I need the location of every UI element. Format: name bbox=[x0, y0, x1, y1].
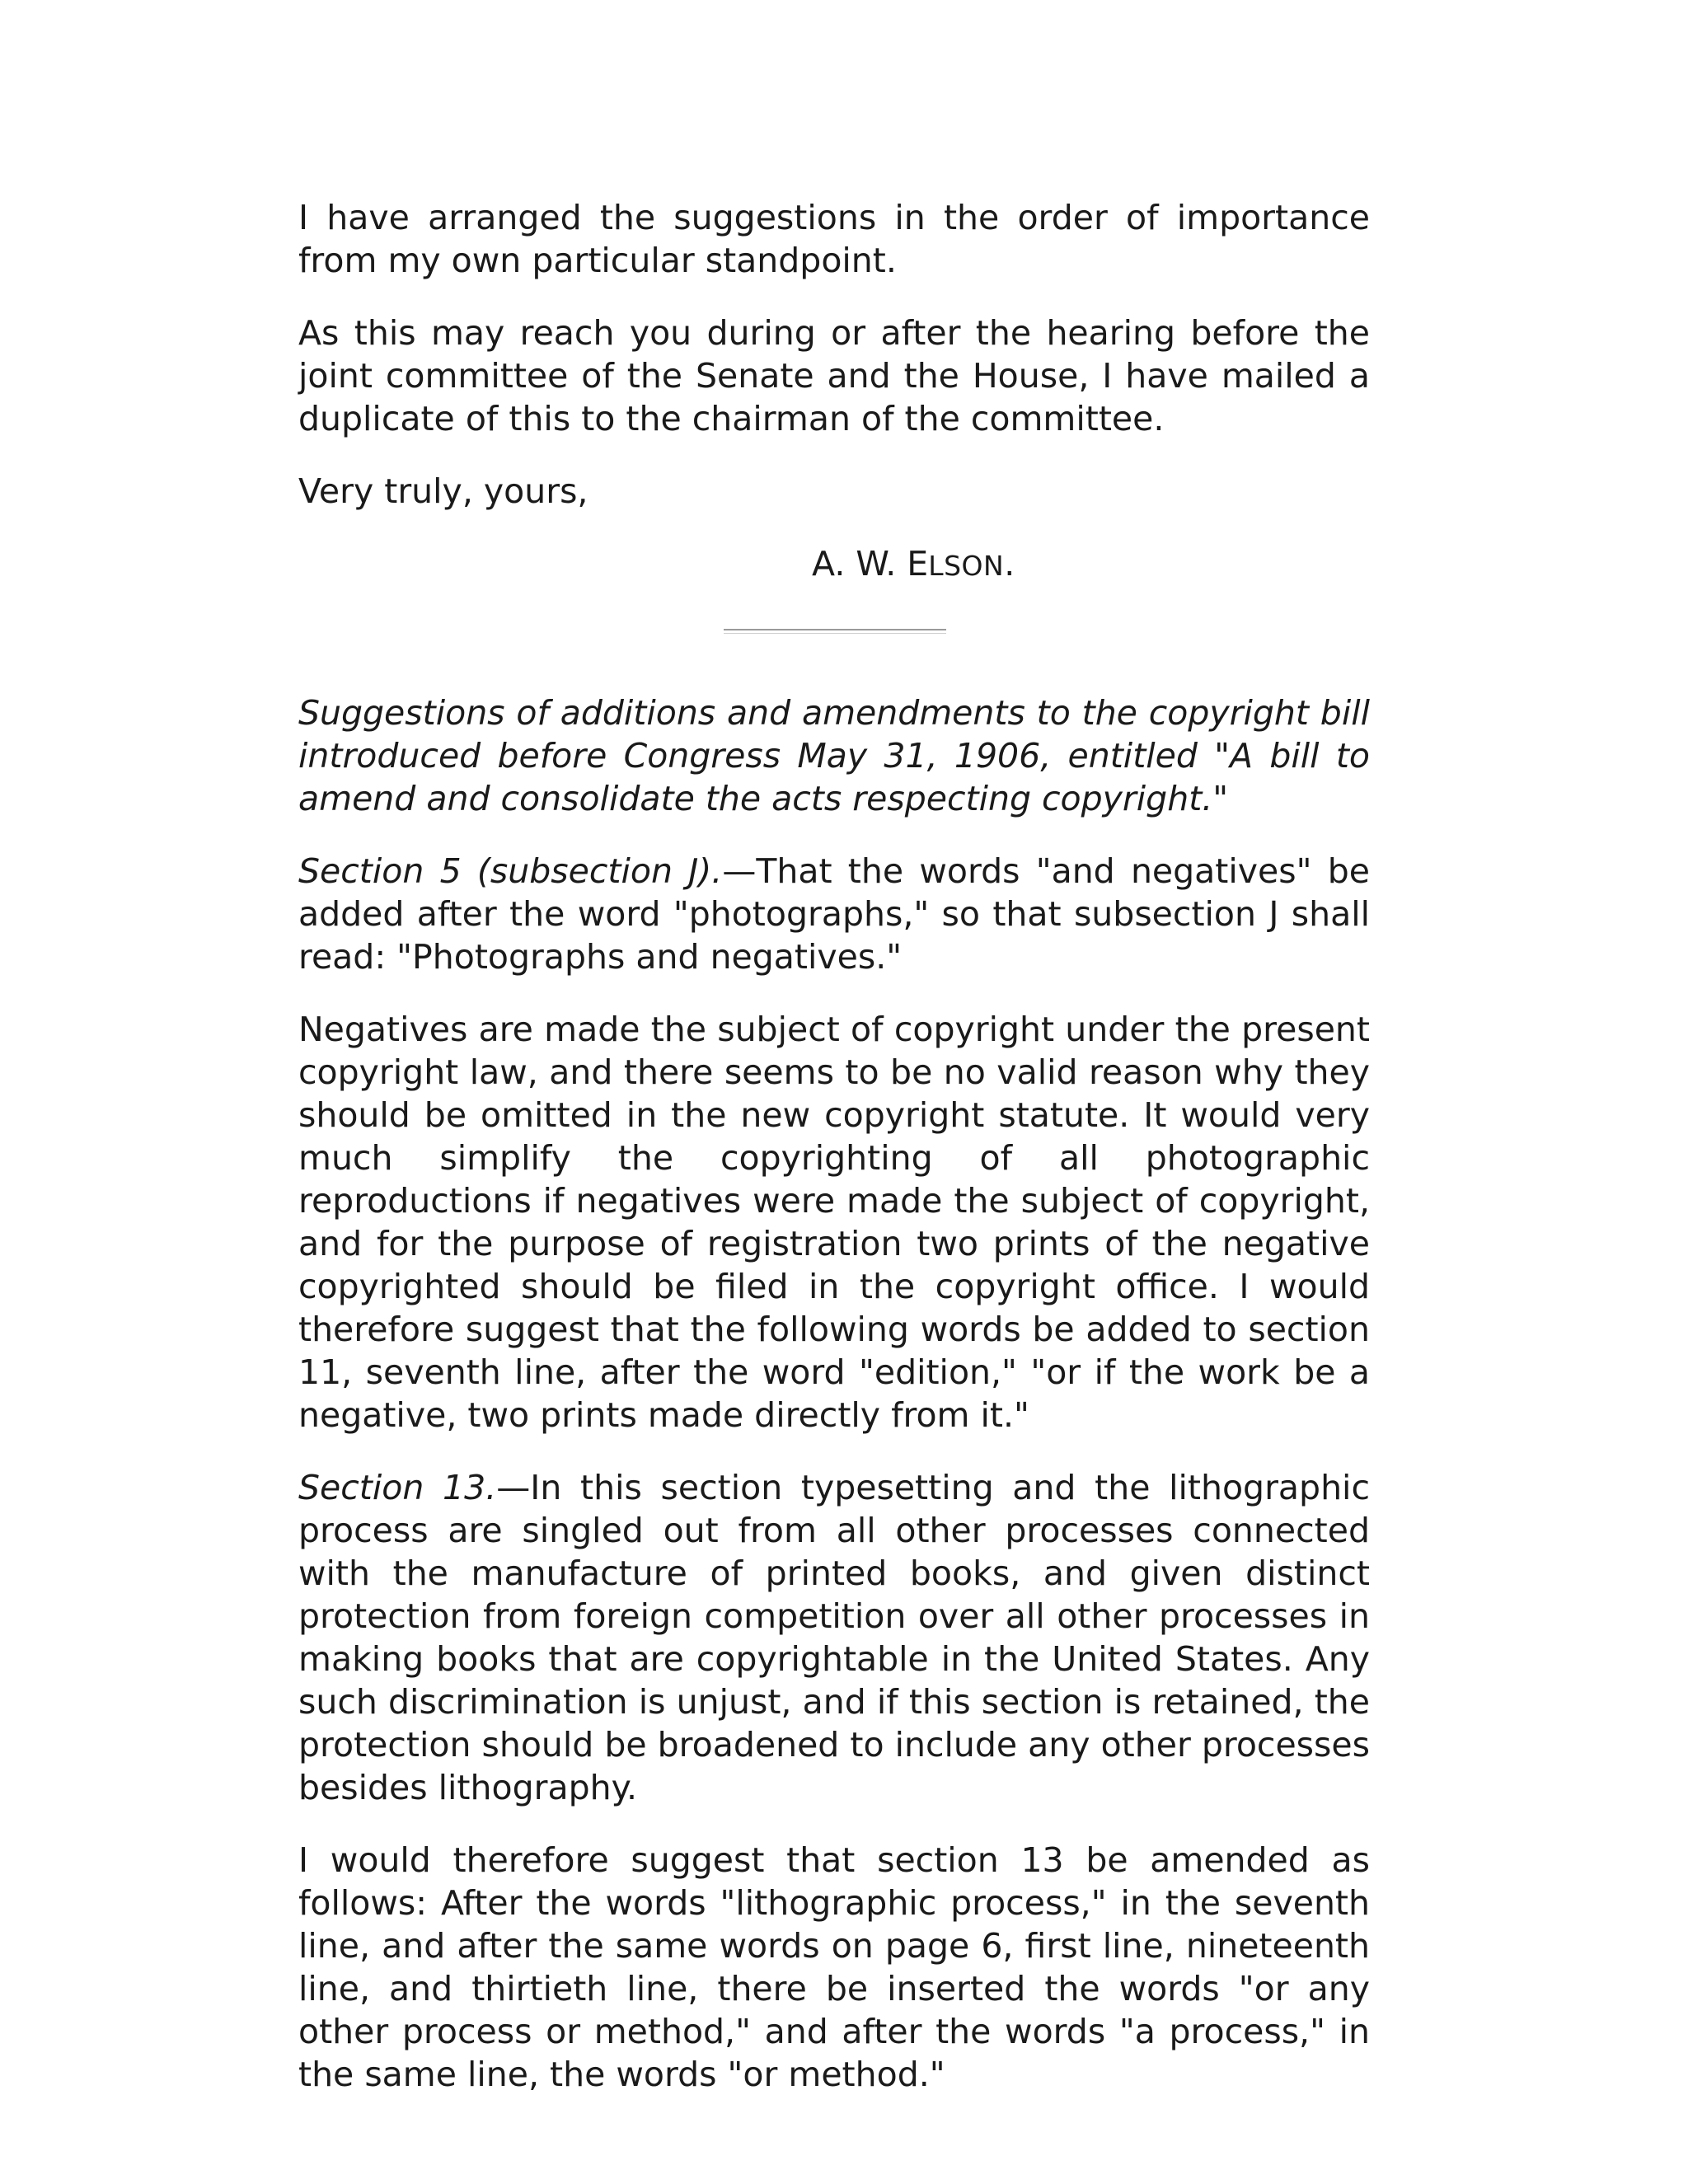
signature-period: . bbox=[1004, 544, 1015, 583]
amendment-paragraph: I would therefore suggest that section 13 be amended as follows: After the words "lithographic process," in the seventh line, and after the same words on page 6, first line, nineteenth line, and thirtieth line, there be inserted the words "or any other process or method," and after the words "a process," in the same line, the words "or method." bbox=[298, 1840, 1370, 2094]
section-divider bbox=[724, 629, 946, 634]
section-5-heading: Section 5 (subsection J). bbox=[298, 851, 723, 891]
paragraph-duplicate-mailed: As this may reach you during or after the hearing before the joint committee of the Senate and the House, I have mailed a duplicate of this to the chairman of the committee. bbox=[298, 313, 1370, 438]
signature bbox=[298, 542, 1370, 588]
paragraph-arrangement: I have arranged the suggestions in the order of importance from my own particular standpoint. bbox=[298, 198, 1370, 280]
signature-initials: A. W. E bbox=[812, 544, 929, 583]
document-page bbox=[298, 196, 1370, 2125]
suggestions-intro: Suggestions of additions and amendments to the copyright bill introduced before Congress May 31, 1906, entitled "A bill to amend and consolidate the acts respecting copyright." bbox=[298, 693, 1370, 818]
negatives-paragraph: Negatives are made the subject of copyright under the present copyright law, and there seems to be no valid reason why they should be omitted in the new copyright statute. It would very much simplify the copyrighting of all photographic reproductions if negatives were made the subject of copyright, and for the purpose of registration two prints of the negative copyrighted should be filed in the copyright office. I would therefore suggest that the following words be added to section 11, seventh line, after the word "edition," "or if the work be a negative, two prints made directly from it." bbox=[298, 1010, 1370, 1435]
section-13-text: —In this section typesetting and the lithographic process are singled out from all other processes connected with the manufacture of printed books, and given distinct protection from foreign competition over all other processes in making books that are copyrightable in the United States. Any such discrimination is unjust, and if this section is retained, the protection should be broadened to include any other processes besides lithography. bbox=[298, 1468, 1370, 1807]
section-5-text: —That the words "and negatives" be added after the word "photographs," so that subsection J shall read: "Photographs and negatives." bbox=[298, 851, 1370, 977]
section-13-heading: Section 13. bbox=[298, 1468, 497, 1507]
letter-closing: Very truly, yours, bbox=[298, 471, 588, 511]
section-5-paragraph bbox=[298, 850, 1370, 978]
section-13-paragraph bbox=[298, 1466, 1370, 1809]
signature-surname-smallcaps: LSON bbox=[928, 550, 1005, 582]
